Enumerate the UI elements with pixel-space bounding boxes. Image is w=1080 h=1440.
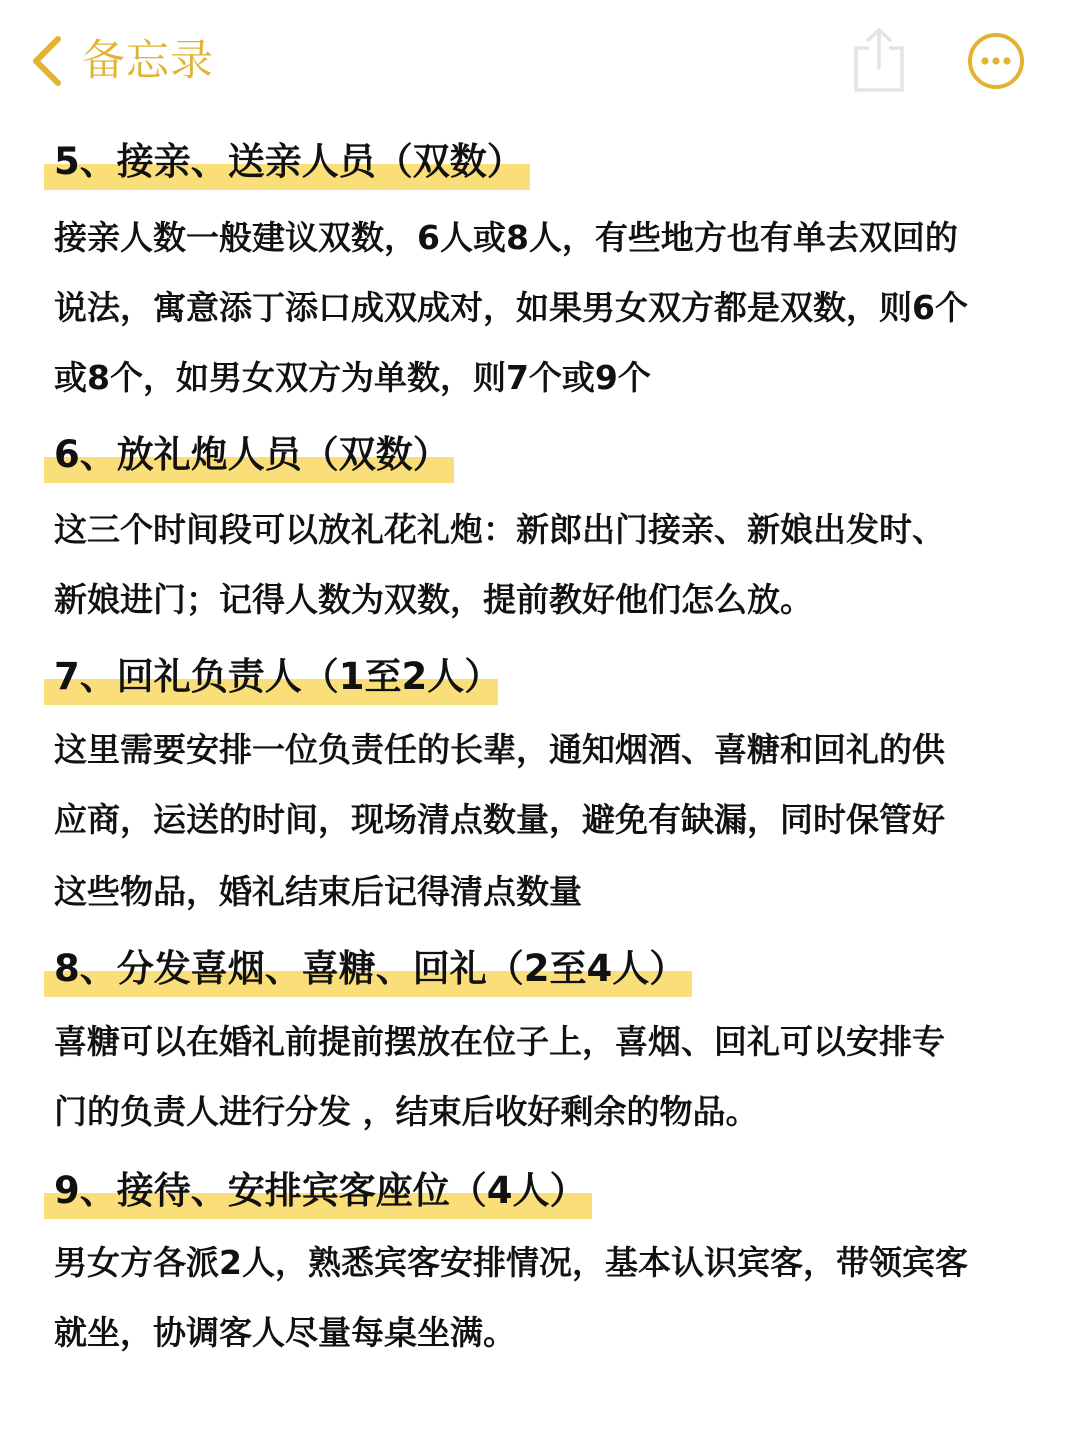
body-line: 男女方各派2人，熟悉宾客安排情况，基本认识宾客，带领宾客 — [54, 1243, 968, 1282]
body-line: 这些物品，婚礼结束后记得清点数量 — [54, 872, 582, 911]
heading-text: 9、接待、安排宾客座位（4人） — [54, 1168, 587, 1212]
heading-text: 8、分发喜烟、喜糖、回礼（2至4人） — [54, 946, 687, 990]
back-label: 备忘录 — [82, 35, 214, 86]
body-line: 或8个，如男女双方为单数，则7个或9个 — [54, 358, 651, 397]
heading-text: 5、接亲、送亲人员（双数） — [54, 139, 524, 183]
body-line: 应商，运送的时间，现场清点数量，避免有缺漏，同时保管好 — [54, 800, 945, 839]
section-heading-7 — [44, 643, 501, 709]
body-line: 喜糖可以在婚礼前提前摆放在位子上，喜烟、回礼可以安排专 — [54, 1022, 945, 1061]
body-line: 说法，寓意添丁添口成双成对，如果男女双方都是双数，则6个 — [54, 288, 968, 327]
body-line: 门的负责人进行分发 ，结束后收好剩余的物品。 — [54, 1092, 759, 1131]
body-line: 就坐，协调客人尽量每桌坐满。 — [54, 1313, 516, 1352]
body-line: 新娘进门；记得人数为双数，提前教好他们怎么放。 — [54, 580, 813, 619]
section-heading-8 — [44, 935, 686, 1001]
section-heading-9 — [44, 1157, 587, 1223]
heading-text: 7、回礼负责人（1至2人） — [54, 654, 502, 698]
section-heading-6 — [44, 421, 450, 487]
body-line: 这三个时间段可以放礼花礼炮：新郎出门接亲、新娘出发时、 — [54, 510, 945, 549]
heading-text: 6、放礼炮人员（双数） — [54, 432, 450, 476]
body-line: 接亲人数一般建议双数，6人或8人，有些地方也有单去双回的 — [54, 218, 958, 257]
body-line: 这里需要安排一位负责任的长辈，通知烟酒、喜糖和回礼的供 — [54, 730, 945, 769]
section-heading-5 — [44, 128, 524, 194]
